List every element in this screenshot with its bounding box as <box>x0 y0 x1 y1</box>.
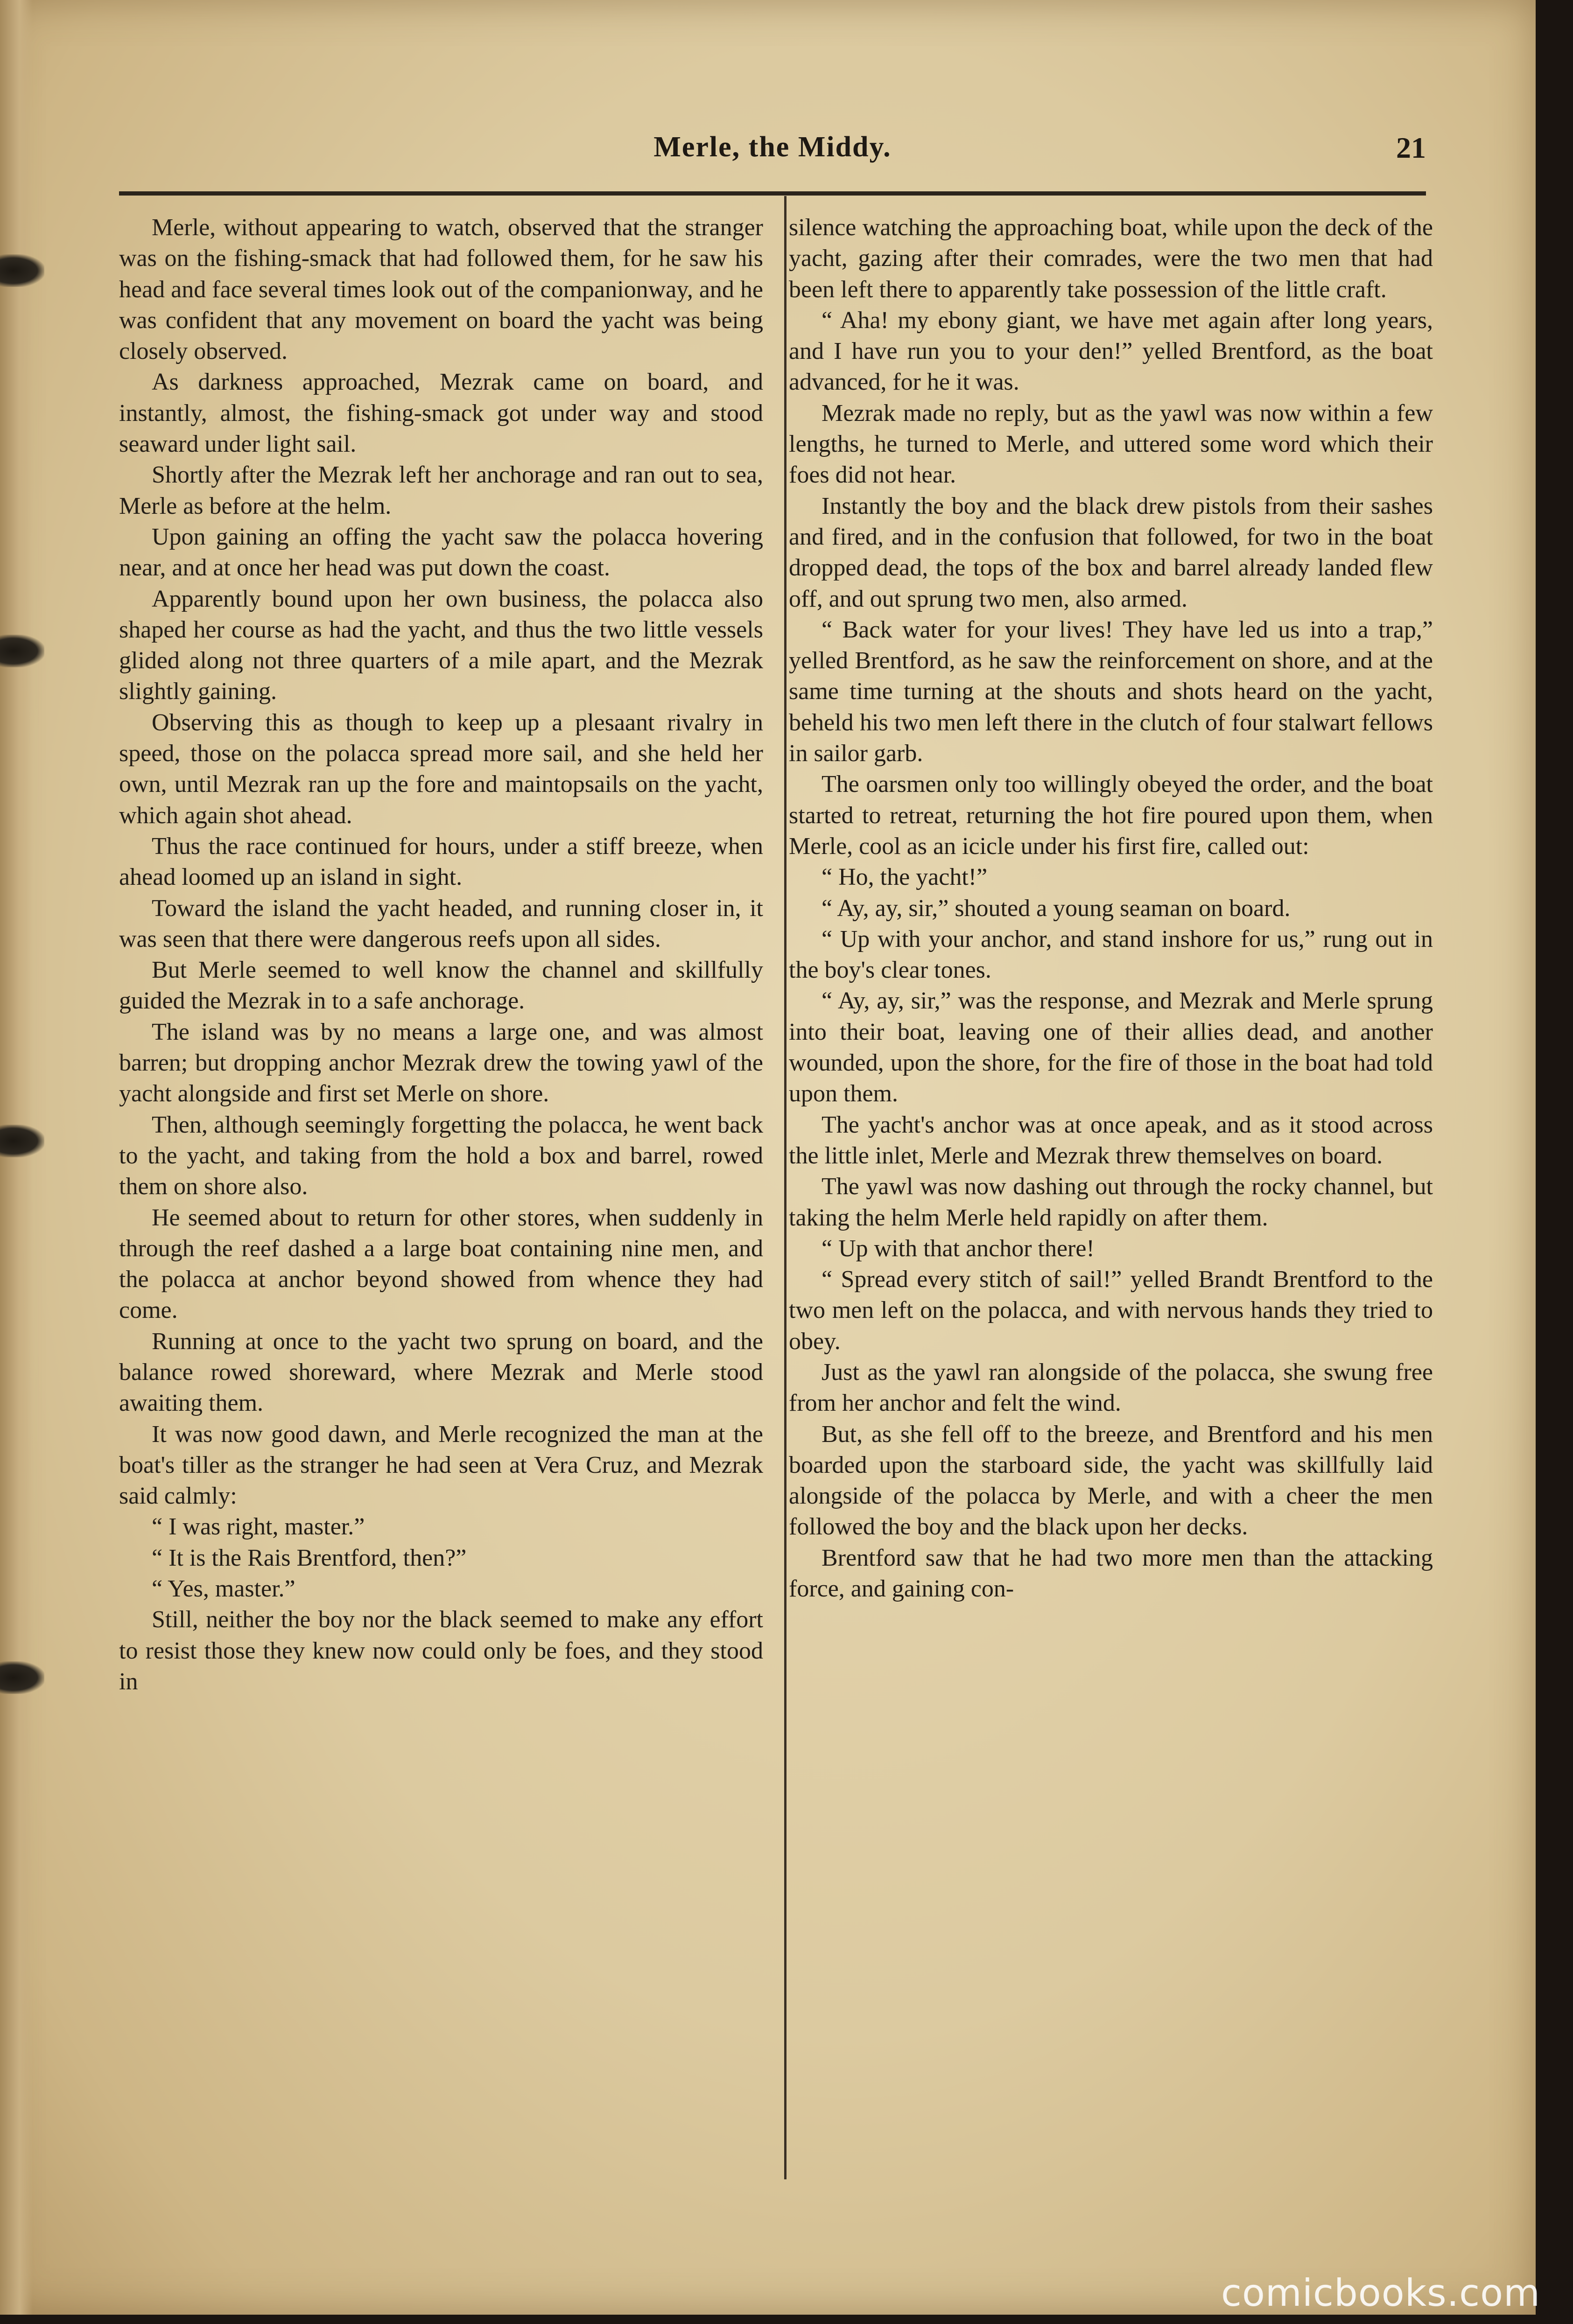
paragraph: “ It is the Rais Brentford, then?” <box>152 1544 467 1571</box>
paragraph: The yacht's anchor was at once apeak, and as it stood across the little inlet, Merle and Mezrak threw themselves on board. <box>789 1111 1433 1169</box>
watermark: comicbooks.com <box>1221 2271 1540 2315</box>
paragraph: The island was by no means a large one, and was almost barren; but dropping anchor Mezrak drew the towing yawl of the yacht alongside and first set Merle on shore. <box>119 1018 763 1107</box>
paragraph: Merle, without appearing to watch, observed that the stranger was on the fishing-smack that had followed them, for he saw his head and face several times look out of the companionway, and he was confident that any movement on board the yacht was being closely observed. <box>119 214 763 365</box>
paragraph: Running at once to the yacht two sprung on board, and the balance rowed shoreward, where Mezrak and Merle stood awaiting them. <box>119 1328 763 1417</box>
paragraph: Mezrak made no reply, but as the yawl was now within a few lengths, he turned to Merle, and uttered some word which their foes did not hear. <box>789 399 1433 489</box>
left-column <box>119 212 763 1697</box>
binding-staple <box>0 1661 44 1694</box>
paragraph: Brentford saw that he had two more men than the attacking force, and gaining con- <box>789 1544 1433 1603</box>
paragraph: “ Aha! my ebony giant, we have met again after long years, and I have run you to your den!” yelled Brentford, as the boat advanced, for he it was. <box>789 307 1433 396</box>
binding-staple <box>0 635 44 667</box>
paragraph: As darkness approached, Mezrak came on board, and instantly, almost, the fishing-smack got under way and stood seaward under light sail. <box>119 369 763 458</box>
paragraph: “ Ho, the yacht!” <box>822 864 988 891</box>
paragraph: “ Yes, master.” <box>152 1575 295 1603</box>
paragraph: “ Spread every stitch of sail!” yelled Brandt Brentford to the two men left on the polacca, and with nervous hands they tried to obey. <box>789 1266 1433 1355</box>
paragraph: “ Up with that anchor there! <box>822 1235 1095 1262</box>
right-column <box>789 212 1433 1604</box>
paragraph: Just as the yawl ran alongside of the polacca, she swung free from her anchor and felt the wind. <box>789 1358 1433 1417</box>
paragraph: Observing this as though to keep up a plesaant rivalry in speed, those on the polacca spread more sail, and she held her own, until Mezrak ran up the fore and maintopsails on the yacht, which again shot ahead. <box>119 709 763 829</box>
binding-staple <box>0 254 44 287</box>
paragraph: He seemed about to return for other stores, when suddenly in through the reef dashed a a large boat containing nine men, and the polacca at anchor beyond showed from whence they had come. <box>119 1204 763 1324</box>
paragraph: Instantly the boy and the black drew pistols from their sashes and fired, and in the confusion that followed, for two in the boat dropped dead, the tops of the box and barrel already landed flew off, and out sprung two men, also armed. <box>789 492 1433 612</box>
paragraph: Then, although seemingly forgetting the polacca, he went back to the yacht, and taking from the hold a box and barrel, rowed them on shore also. <box>119 1111 763 1200</box>
paragraph: Shortly after the Mezrak left her anchorage and ran out to sea, Merle as before at the helm. <box>119 462 763 519</box>
binding-staple <box>0 1125 44 1157</box>
paragraph: But, as she fell off to the breeze, and Brentford and his men boarded upon the starboard side, the yacht was skillfully laid alongside of the polacca by Merle, and with a cheer the men followed the boy and the black upon her decks. <box>789 1421 1433 1540</box>
paragraph: Thus the race continued for hours, under a stiff breeze, when ahead loomed up an island in sight. <box>119 833 763 891</box>
paragraph: “ Back water for your lives! They have led us into a trap,” yelled Brentford, as he saw the reinforcement on shore, and at the same time turning at the shouts and shots heard on the yacht, beheld his two men left there in the clutch of four stalwart fellows in sailor garb. <box>789 616 1433 767</box>
paragraph: The yawl was now dashing out through the rocky channel, but taking the helm Merle held rapidly on after them. <box>789 1173 1433 1231</box>
paragraph: It was now good dawn, and Merle recognized the man at the boat's tiller as the stranger he had seen at Vera Cruz, and Mezrak said calmly: <box>119 1421 763 1510</box>
paragraph: “ Ay, ay, sir,” shouted a young seaman on board. <box>822 895 1291 922</box>
paragraph: silence watching the approaching boat, while upon the deck of the yacht, gazing after their comrades, were the two men that had been left there to apparently take possession of the little craft. <box>789 214 1433 303</box>
paragraph: Toward the island the yacht headed, and running closer in, it was seen that there were dangerous reefs upon all sides. <box>119 895 763 952</box>
paragraph: Apparently bound upon her own business, the polacca also shaped her course as had the yacht, and thus the two little vessels glided along not three quarters of a mile apart, and the Mezrak slightly gaining. <box>119 585 763 705</box>
paragraph: Upon gaining an offing the yacht saw the polacca hovering near, and at once her head was put down the coast. <box>119 523 763 581</box>
paragraph: The oarsmen only too willingly obeyed the order, and the boat started to retreat, returning the hot fire poured upon them, when Merle, cool as an icicle under his first fire, called out: <box>789 771 1433 860</box>
paragraph: “ Up with your anchor, and stand inshore for us,” rung out in the boy's clear tones. <box>789 925 1433 984</box>
header-rule <box>119 191 1426 196</box>
paragraph: But Merle seemed to well know the channel and skillfully guided the Mezrak in to a safe anchorage. <box>119 957 763 1015</box>
page-number: 21 <box>1396 131 1426 164</box>
running-title: Merle, the Middy. <box>653 131 892 163</box>
paragraph: Still, neither the boy nor the black seemed to make any effort to resist those they knew now could only be foes, and they stood in <box>119 1606 763 1695</box>
column-divider <box>784 196 786 2179</box>
page-header <box>119 131 1426 177</box>
paragraph: “ Ay, ay, sir,” was the response, and Mezrak and Merle sprung into their boat, leaving one of their allies dead, and another wounded, upon the shore, for the fire of those in the boat had told upon them. <box>789 987 1433 1107</box>
paragraph: “ I was right, master.” <box>152 1513 365 1540</box>
page-binding <box>0 0 33 2315</box>
